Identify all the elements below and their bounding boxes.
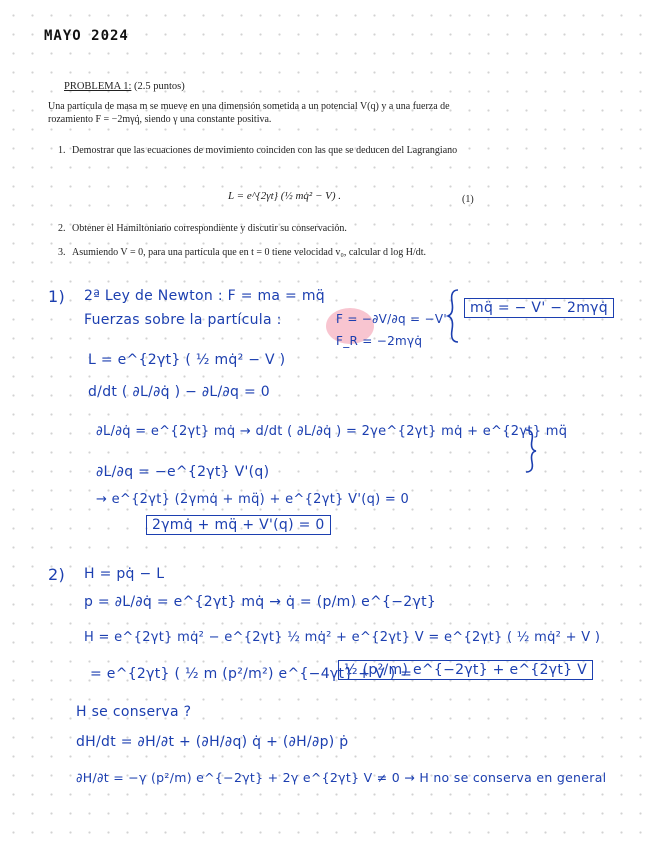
right-brace — [524, 428, 538, 474]
lagrangian-line: L = e^{2γt} ( ½ mq̇² − V ) — [88, 352, 286, 368]
friction-force: F_R = −2mγq̇ — [336, 334, 423, 348]
newton-equation-box: mq̈ = − V' − 2mγq̇ — [464, 298, 614, 318]
dl-dqdot-line: ∂L/∂q̇ = e^{2γt} mq̇ → d/dt ( ∂L/∂q̇ ) = 2γe^{2γt} mq̇ + e^{2γt} mq̈ — [96, 424, 568, 439]
left-brace — [446, 288, 462, 344]
forces-line: Fuerzas sobre la partícula : — [84, 312, 282, 328]
dh-dt-line: dH/dt = ∂H/∂t + (∂H/∂q) q̇ + (∂H/∂p) ṗ — [76, 734, 349, 750]
partial-h-t-line: ∂H/∂t = −γ (p²/m) e^{−2γt} + 2γ e^{2γt} V ≠ 0 → H no se conserva en general — [76, 770, 607, 785]
newton-law-line: 2ª Ley de Newton : F = ma = mq̈ — [84, 288, 325, 304]
hamiltonian-definition: H = pq̇ − L — [84, 566, 165, 582]
part2-label: 2) — [48, 565, 66, 584]
lagrangian-equation: L = e^{2γt} (½ mq̇² − V) . — [228, 190, 342, 202]
momentum-line: p = ∂L/∂q̇ = e^{2γt} mq̇ → q̇ = (p/m) e^{−2γt} — [84, 594, 437, 610]
combined-equation-line: → e^{2γt} (2γmq̇ + mq̈) + e^{2γt} V'(q) = 0 — [96, 492, 410, 507]
hamiltonian-expanded-line: H = e^{2γt} mq̇² − e^{2γt} ½ mq̇² + e^{2γt} V = e^{2γt} ( ½ mq̇² + V ) — [84, 630, 601, 645]
hamiltonian-substituted-line: = e^{2γt} ( ½ m (p²/m²) e^{−4γt} + V ) = — [90, 666, 413, 682]
hamiltonian-result-box: ½ (p²/m) e^{−2γt} + e^{2γt} V — [338, 660, 593, 680]
potential-force: F = −∂V/∂q = −V' — [336, 312, 447, 326]
problem-intro: Una partícula de masa m se mueve en una dimensión sometida a un potencial V(q) y a una fuerza de rozamiento F = −2mγq̇, siendo γ una constante positiva. — [48, 101, 450, 125]
conservation-question: H se conserva ? — [76, 704, 192, 720]
equation-number: (1) — [462, 194, 474, 205]
dl-dq-line: ∂L/∂q = −e^{2γt} V'(q) — [96, 464, 270, 480]
problem-title: PROBLEMA 1: (2.5 puntos) — [64, 81, 185, 92]
part1-label: 1) — [48, 287, 66, 306]
euler-lagrange-line: d/dt ( ∂L/∂q̇ ) − ∂L/∂q = 0 — [88, 384, 270, 400]
handwritten-date: MAYO 2024 — [44, 28, 129, 44]
part1-result-box: 2γmq̇ + mq̈ + V'(q) = 0 — [146, 515, 331, 535]
